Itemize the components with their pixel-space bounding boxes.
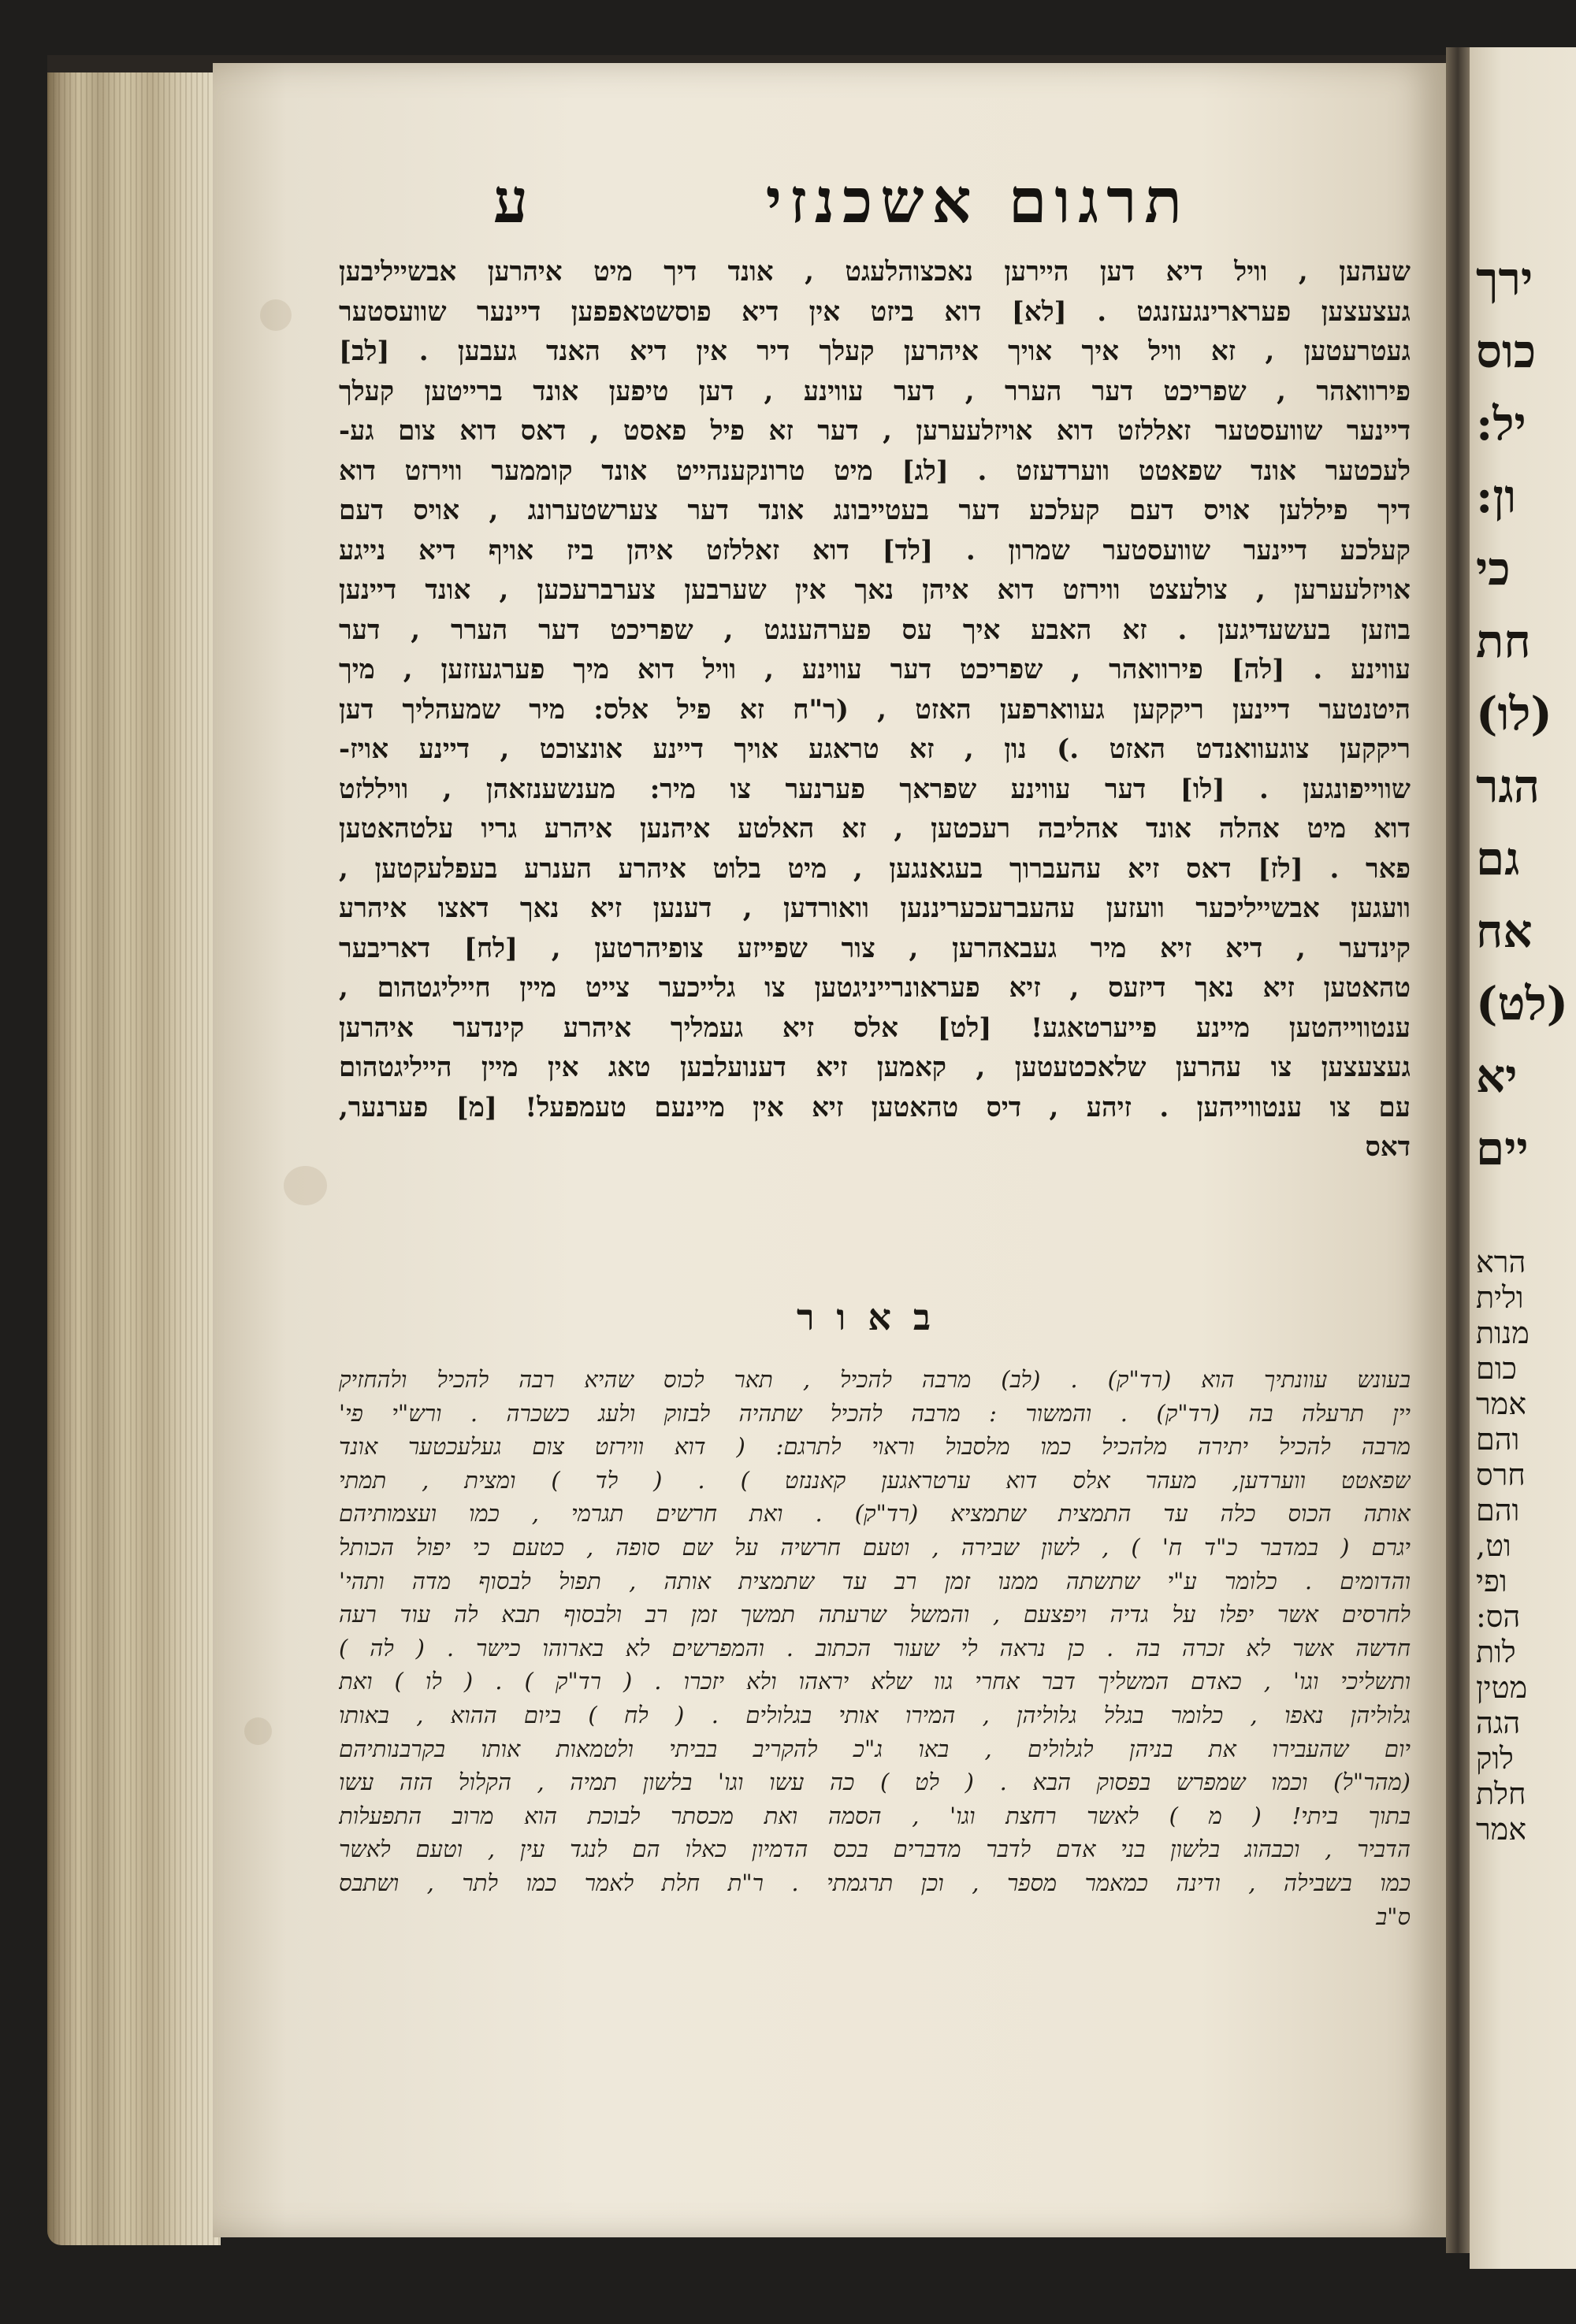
adjacent-text-fragment: כוס <box>1476 325 1537 378</box>
text-line: קעלכע דיינער שוועסטער שמרון . [לד] דוא זאללזט איהן ביז אויף דיא נייגע <box>339 534 1411 566</box>
adjacent-text-fragment: ירך <box>1476 252 1533 306</box>
commentary-heading: באור <box>796 1296 953 1338</box>
text-line: שעהען , וויל דיא דען היירען נאכצוהלעגט , אונד דיך מיט איהרען אבשייליבען <box>339 256 1411 288</box>
commentary-text-block <box>339 1363 1411 1933</box>
commentary-line: (מהר"ל) וכמו שמפרש בפסוק הבא . ( לט ) כה עשו וגו' בלשון תמיה , הקלול הזה עשו <box>339 1769 1411 1796</box>
paper-stain <box>284 1166 327 1205</box>
adjacent-text-fragment: הס: <box>1476 1599 1521 1634</box>
adjacent-page <box>1470 47 1576 2269</box>
commentary-line: כמו בשבילה , ודינה כמאמר מספר , וכן תרגמתי . ר"ת חלת לאמר כמו לתר , ושתבס <box>339 1869 1411 1896</box>
adjacent-text-fragment: הגה <box>1476 1706 1521 1740</box>
commentary-line: ותשליכי וגו' , כאדם המשליך דבר אחרי גוו שלא יראהו ולא יזכרו . ( רד"ק ) . ( לו ) ואת <box>339 1668 1411 1695</box>
page-title: תרגום אשכנזי <box>765 165 1190 237</box>
adjacent-text-fragment: אמר <box>1476 1812 1526 1847</box>
text-line: פירוואהר , שפריכט דער הערר , דער עווינע , דען טיפען אונד ברייטען קעלך <box>339 375 1411 407</box>
adjacent-text-fragment: כי <box>1476 542 1511 596</box>
text-line: דאס <box>1365 1131 1411 1163</box>
text-line: בוזען בעשעדיגען . זא האבע איך עס פערהענגט , שפריכט דער הערר , דער <box>339 614 1411 646</box>
text-line: עווינע . [לה] פירוואהר , שפריכט דער עווינע , וויל דוא מיך פערגעזזען , מיך <box>339 654 1411 685</box>
commentary-line: יום שהעבירו את בניהן לגלולים , באו ג"כ להקריב בביתי ולטמאות אותו בקרבנותיהם <box>339 1735 1411 1762</box>
adjacent-text-fragment: לות <box>1476 1635 1516 1669</box>
paper-stain <box>260 299 292 331</box>
page-header <box>339 165 1411 252</box>
commentary-line: מרבה להכיל יתירה מלהכיל כמו מלסבול וראוי לתרגם: ( דוא ווירזט צום געלעכטער אונד <box>339 1433 1411 1461</box>
adjacent-text-fragment: והם <box>1476 1493 1520 1528</box>
adjacent-text-fragment: יא <box>1476 1049 1518 1103</box>
paper-stain <box>244 1717 272 1745</box>
commentary-line: והדומים . כלומר ע"י שתשתה ממנו זמן רב עד שתמצית אותה , תפול לבסוף מדה ותהי' <box>339 1567 1411 1595</box>
text-line: קינדער , דיא זיא מיר געבאהרען , צור שפייזע צופיהרטען , [לח] דאריבער <box>339 932 1411 964</box>
text-line: ענטווייהטען מיינע פייערטאגע! [לט] אלס זיא געמליך איהרע קינדער איהרען <box>339 1012 1411 1044</box>
adjacent-text-fragment: אח <box>1476 904 1533 958</box>
text-line: אויזלעערען , צולעצט ווירזט דוא איהן נאך אין שערבען צערברעכען , אונד דיינען <box>339 574 1411 606</box>
text-line: דיך פיללען אויס דעם קעלכע דער בעטייבונג אונד דער צערשטערונג , אויס דעם <box>339 495 1411 526</box>
commentary-line: אותה הכוס כלה עד התמצית שתמציא (רד"ק) . ואת חרשים תגרמי , כמו ועצמותיהם <box>339 1500 1411 1528</box>
adjacent-text-fragment: ולית <box>1476 1280 1524 1315</box>
text-line: וועגען אבשייליכער וועזען עהעברעכעריננען וואורדען , דענען זיא נאך דאצו איהרע <box>339 893 1411 924</box>
commentary-line: הדביר , וכבהוג בלשון בני אדם לדבר מדברים בכס הדמיון כאלו הם לנגד עין , וטעם לאשר <box>339 1836 1411 1863</box>
adjacent-text-fragment: וט, <box>1476 1528 1511 1563</box>
text-line: געטרעטען , זא וויל איך אויך איהרען קעלך דיר אין דיא האנד געבען . [לב] <box>339 336 1411 367</box>
adjacent-text-fragment: חרס <box>1476 1457 1526 1492</box>
adjacent-text-fragment: יים <box>1476 1122 1529 1175</box>
commentary-line: גלוליהן נאפו , כלומר בגלל גלוליהן , המירו אותי בגלולים . ( לח ) ביום ההוא , באותו <box>339 1701 1411 1728</box>
adjacent-text-fragment: והם <box>1476 1422 1520 1457</box>
adjacent-text-fragment: אמר <box>1476 1387 1526 1421</box>
commentary-line: לחרסים אשר יפלו על גדיה ויפצעם , והמשל שרעתה תמשך זמן רב ולבסוף תבא לה עוד רעה <box>339 1601 1411 1628</box>
adjacent-text-fragment: (לו) <box>1476 687 1552 741</box>
text-line: געצעצען פערארינגעזנגט . [לא] דוא ביזט אין דיא פוסשטאפפען דיינער שוועסטער <box>339 295 1411 328</box>
adjacent-text-fragment: יל: <box>1476 397 1526 451</box>
text-line: דיינער שוועסטער זאללזט דוא אויזלעערען , דער זא פיל פאסט , דאס דוא צום גע- <box>339 415 1411 447</box>
commentary-line: חדשה אשר לא זכרה בה . כן נראה לי שעור הכתוב . והמפרשים לא בארוהו כישר . ( לה ) <box>339 1634 1411 1661</box>
adjacent-text-fragment: ון: <box>1476 470 1517 523</box>
adjacent-text-fragment: חת <box>1476 614 1531 668</box>
adjacent-text-fragment: מנות <box>1476 1316 1530 1350</box>
adjacent-text-fragment: כום <box>1476 1351 1518 1386</box>
adjacent-text-fragment: הגר <box>1476 759 1540 813</box>
translation-text-block <box>339 252 1411 1168</box>
folio-number: ע <box>492 165 528 237</box>
text-line: היטנטער דיינען ריקקען געווארפען האזט , (ר"ח זא פיל אלס: מיר שמעהליך דען <box>339 693 1411 726</box>
commentary-line: יין תרעלה בה (רד"ק) . והמשור : מרבה להכיל שתהיה לבזוק ולעג כשכרה . ורש"י פי' <box>339 1399 1411 1427</box>
adjacent-text-fragment: לוק <box>1476 1741 1514 1776</box>
adjacent-text-fragment: גם <box>1476 832 1520 885</box>
text-line: ריקקען צוגעוואנדט האזט .) נון , זא טראגע אויך דיינע אונצוכט , דיינע אויז- <box>339 733 1411 765</box>
text-line: דוא מיט אהלה אונד אהליבה רעכטען , זא האלטע איהנען איהרע גריו עלטהאטען <box>339 813 1411 845</box>
adjacent-text-fragment: מטין <box>1476 1670 1528 1705</box>
adjacent-text-fragment: חלת <box>1476 1776 1526 1811</box>
book-page-edges <box>47 55 221 2245</box>
commentary-line: שפאטט ווערדען, מעהר אלס דוא ערטראגען קאננזט ) . ( לד ) ומצית , תמתי <box>339 1466 1411 1494</box>
text-line: פאר . [לז] דאס זיא עהעברוך בעגאנגען , מיט בלוט איהרע הענרע בעפלעקטען , <box>339 852 1411 885</box>
adjacent-text-fragment: (לט) <box>1476 977 1569 1030</box>
adjacent-text-fragment: הרא <box>1476 1245 1526 1279</box>
commentary-line: יגרם ( במדבר כ"ד ח' ) , לשון שבירה , וטעם חרשיה על שם סופה , כטעם כי יפול הכותל <box>339 1533 1411 1561</box>
commentary-line: ס"ב <box>1376 1903 1411 1930</box>
text-line: שווייפונגען . [לו] דער עווינע שפראך פערנער צו מיר: מענשענזאהן , וויללזט <box>339 773 1411 805</box>
adjacent-text-fragment: ופי <box>1476 1564 1507 1598</box>
commentary-line: בעונש עוונתיך הוא (רד"ק) . (לב) מרבה להכיל , תאר לכוס שהיא רבה להכיל ולהחזיק <box>339 1366 1411 1393</box>
text-line: טהאטען זיא נאך דיזעס , זיא פעראונרייניגטען צו גלייכער צייט מיין חייליגטהום , <box>339 972 1411 1004</box>
commentary-line: בתוך ביתי! ( מ ) לאשר רחצת וגו' , הסמה ואת מכסתר לבוכת הוא מרוב התפעלות <box>339 1802 1411 1829</box>
text-line: עם צו ענטווייהען . זיהע , דיס טהאטען זיא אין מיינעם טעמפעל! [מ] פערנער, <box>339 1091 1411 1123</box>
text-line: געצעצען צו עהרען שלאכטעטען , קאמען זיא דענועלבען טאג אין מיין הייליגטהום <box>339 1052 1411 1083</box>
text-line: לעכטער אונד שפאטט ווערדעזט . [לג] מיט טרונקענהייט אונד קוממער ווירזט דוא <box>339 455 1411 487</box>
book-gutter <box>1446 47 1470 2253</box>
